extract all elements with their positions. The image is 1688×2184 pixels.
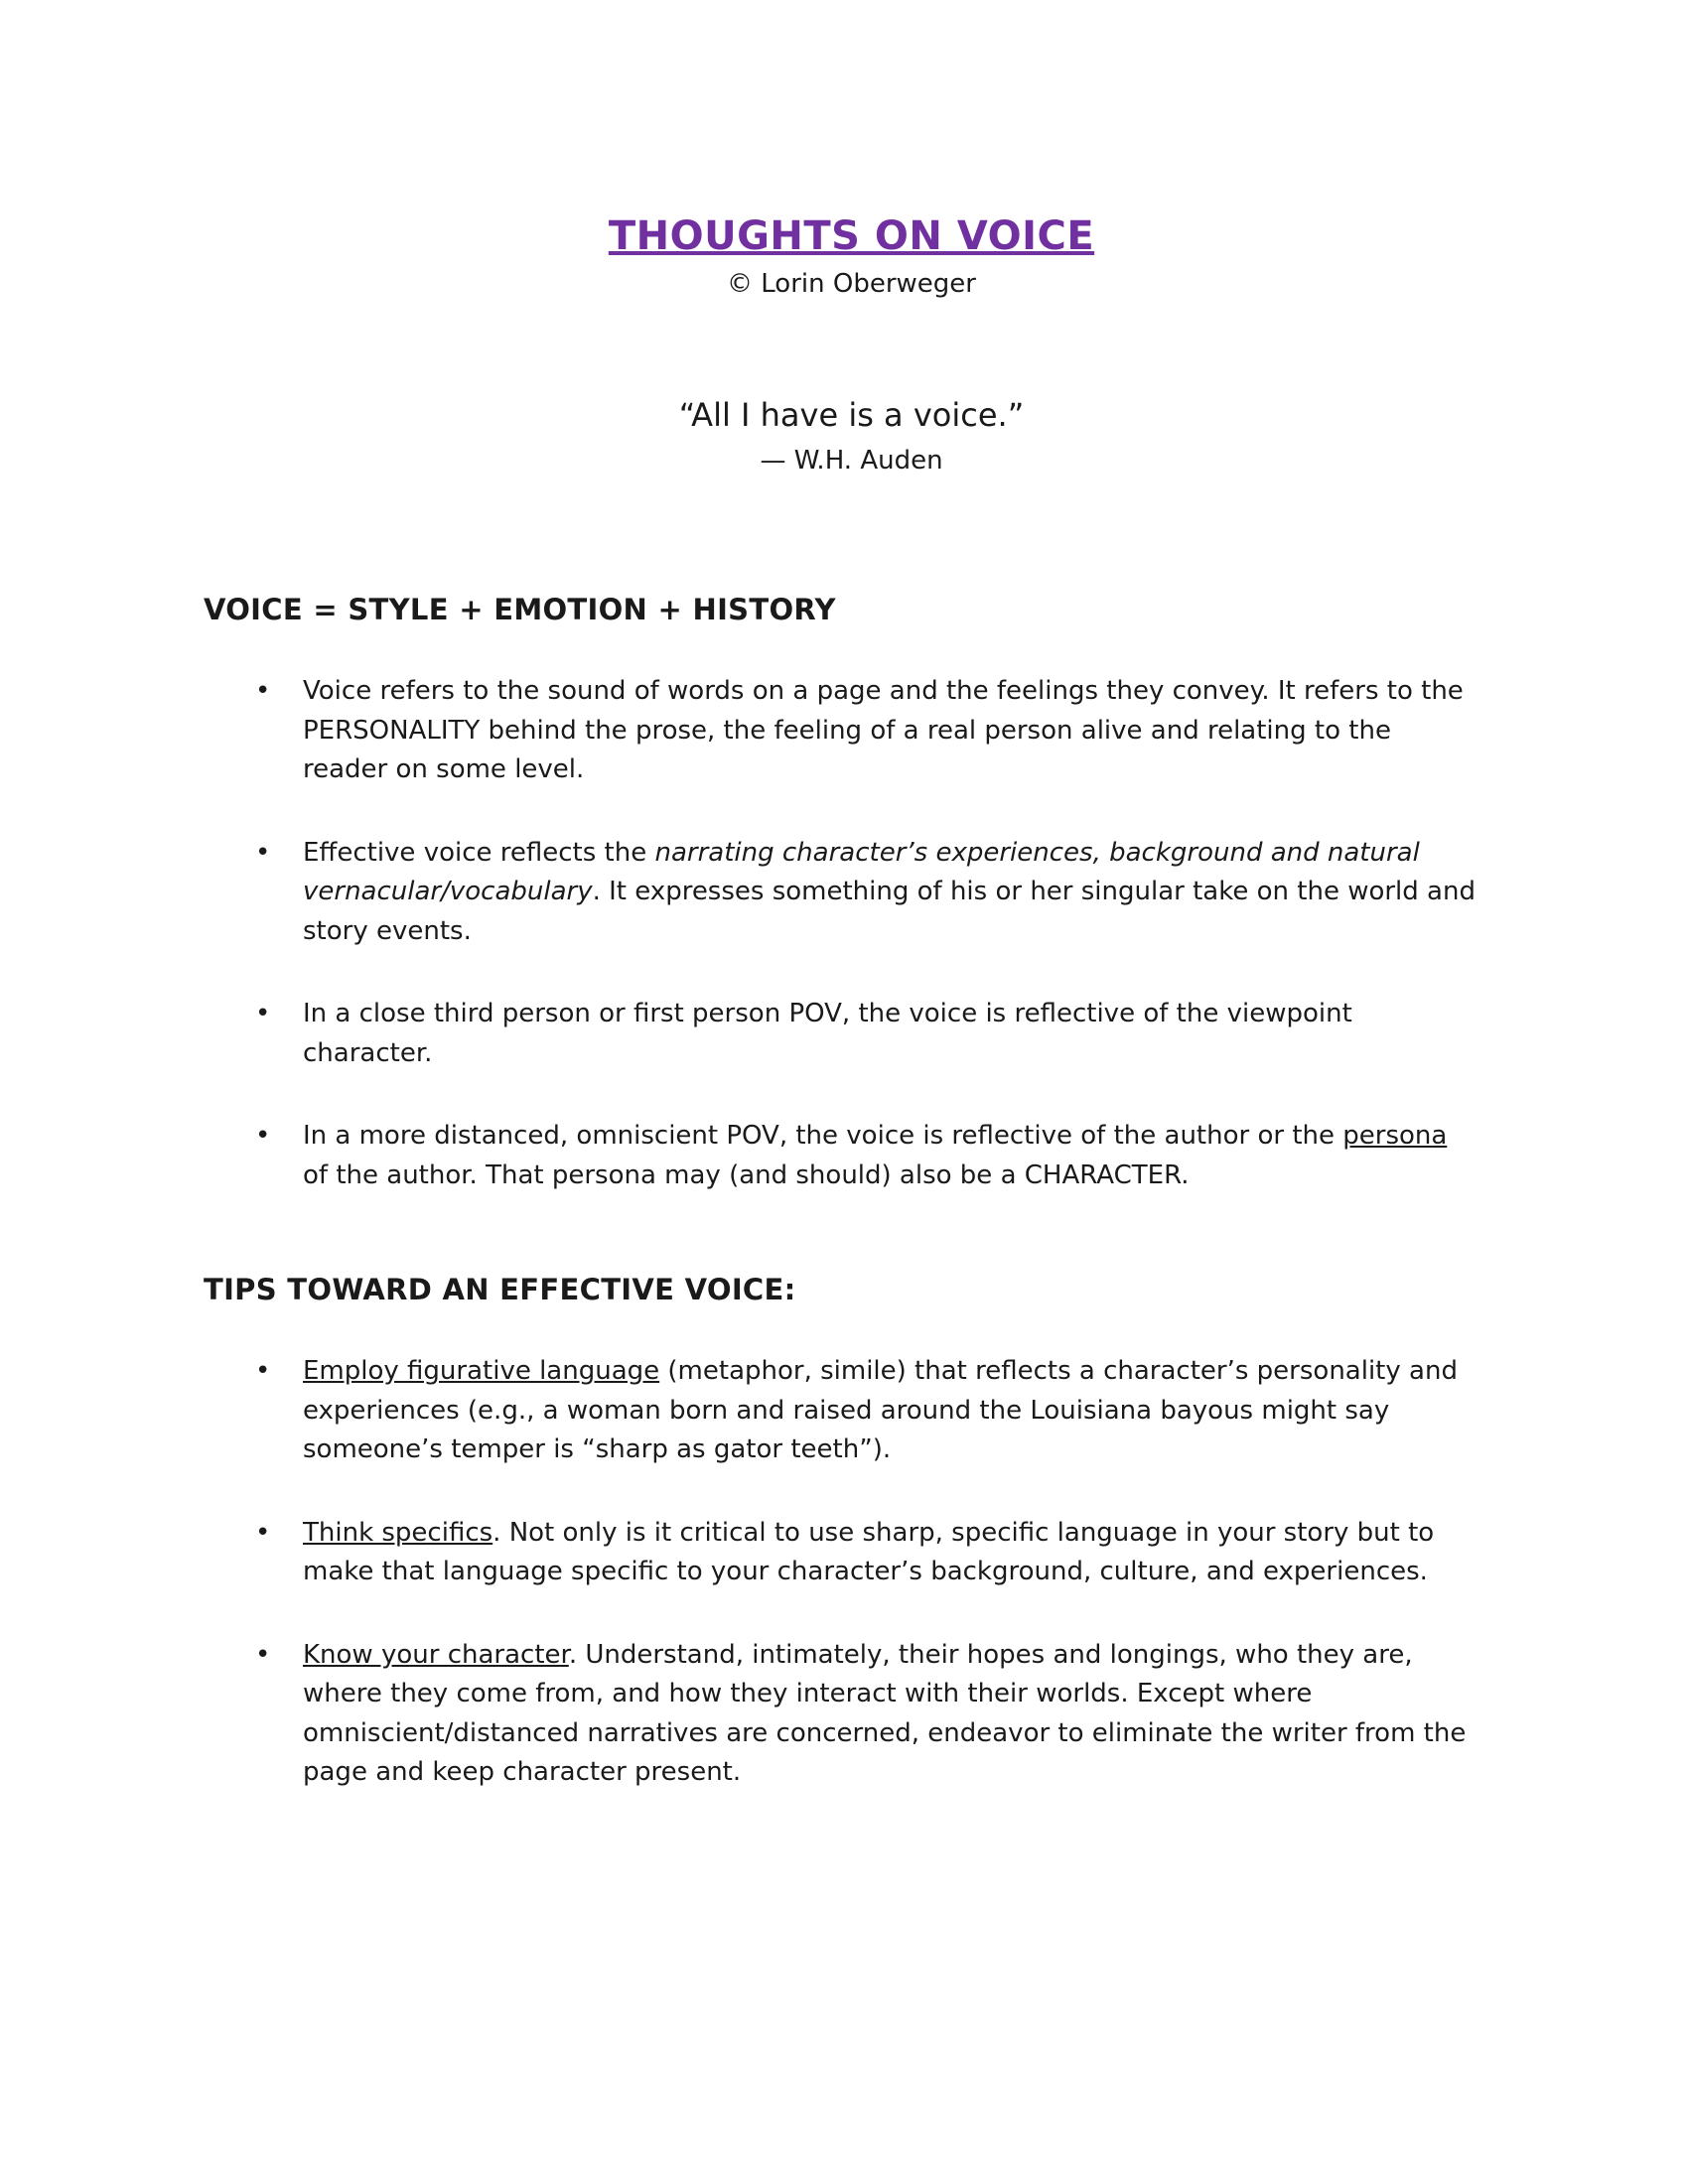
bullet-item <box>204 1514 1479 1592</box>
text-segment: In a more distanced, omniscient POV, the voice is reflective of the author or the <box>303 1121 1343 1152</box>
quote-text: “All I have is a voice.” <box>678 396 1025 434</box>
bullet-item <box>204 834 1479 952</box>
text-segment: . Not only is it critical to use sharp, specific language in your story but to make that language specific to your character’s background, culture, and experiences. <box>303 1517 1435 1587</box>
text-segment: Think specifics <box>303 1517 493 1548</box>
text-segment: (metaphor, simile) that reflects a character’s personality and experiences (e.g., a woman born and raised around the Louisiana bayous might say someone’s temper is “sharp as gator teeth”). <box>303 1356 1458 1465</box>
text-segment: Effective voice reflects the <box>303 837 655 868</box>
text-segment: Know your character <box>303 1639 569 1670</box>
section-heading: TIPS TOWARD AN EFFECTIVE VOICE: <box>204 1273 796 1307</box>
section-heading: VOICE = STYLE + EMOTION + HISTORY <box>204 593 836 626</box>
text-segment: In a close third person or first person POV, the voice is reflective of the viewpoint character. <box>303 999 1352 1068</box>
document-body <box>204 593 1499 1793</box>
text-segment: . It expresses something of his or her singular take on the world and story events. <box>303 877 1476 946</box>
text-segment: Voice refers to the sound of words on a page and the feelings they convey. It refers to the PERSONALITY behind the prose, the feeling of a real person alive and relating to the reader on some level. <box>303 676 1464 785</box>
text-segment: Employ figurative language <box>303 1356 660 1387</box>
bullet-item <box>204 1117 1479 1195</box>
text-segment: . Understand, intimately, their hopes and longings, who they are, where they come from, and how they interact with their worlds. Except where omniscient/distanced narratives are concerned, endeavor to eliminate the writer from the page and keep character present. <box>303 1639 1467 1788</box>
document-header <box>204 213 1499 476</box>
text-segment: narrating character’s experiences, background and natural vernacular/vocabulary <box>303 837 1420 907</box>
text-segment: persona <box>1342 1121 1448 1152</box>
text-segment: of the author. That persona may (and should) also be a CHARACTER. <box>303 1160 1190 1190</box>
quote-attribution: — W.H. Auden <box>760 446 943 476</box>
bullet-list <box>204 1352 1499 1793</box>
bullet-list <box>204 672 1499 1195</box>
document-title: THOUGHTS ON VOICE <box>608 213 1095 259</box>
bullet-item <box>204 1352 1479 1470</box>
bullet-item <box>204 1636 1479 1793</box>
bullet-item <box>204 672 1479 790</box>
bullet-item <box>204 995 1479 1073</box>
copyright-line: © Lorin Oberweger <box>727 269 976 299</box>
